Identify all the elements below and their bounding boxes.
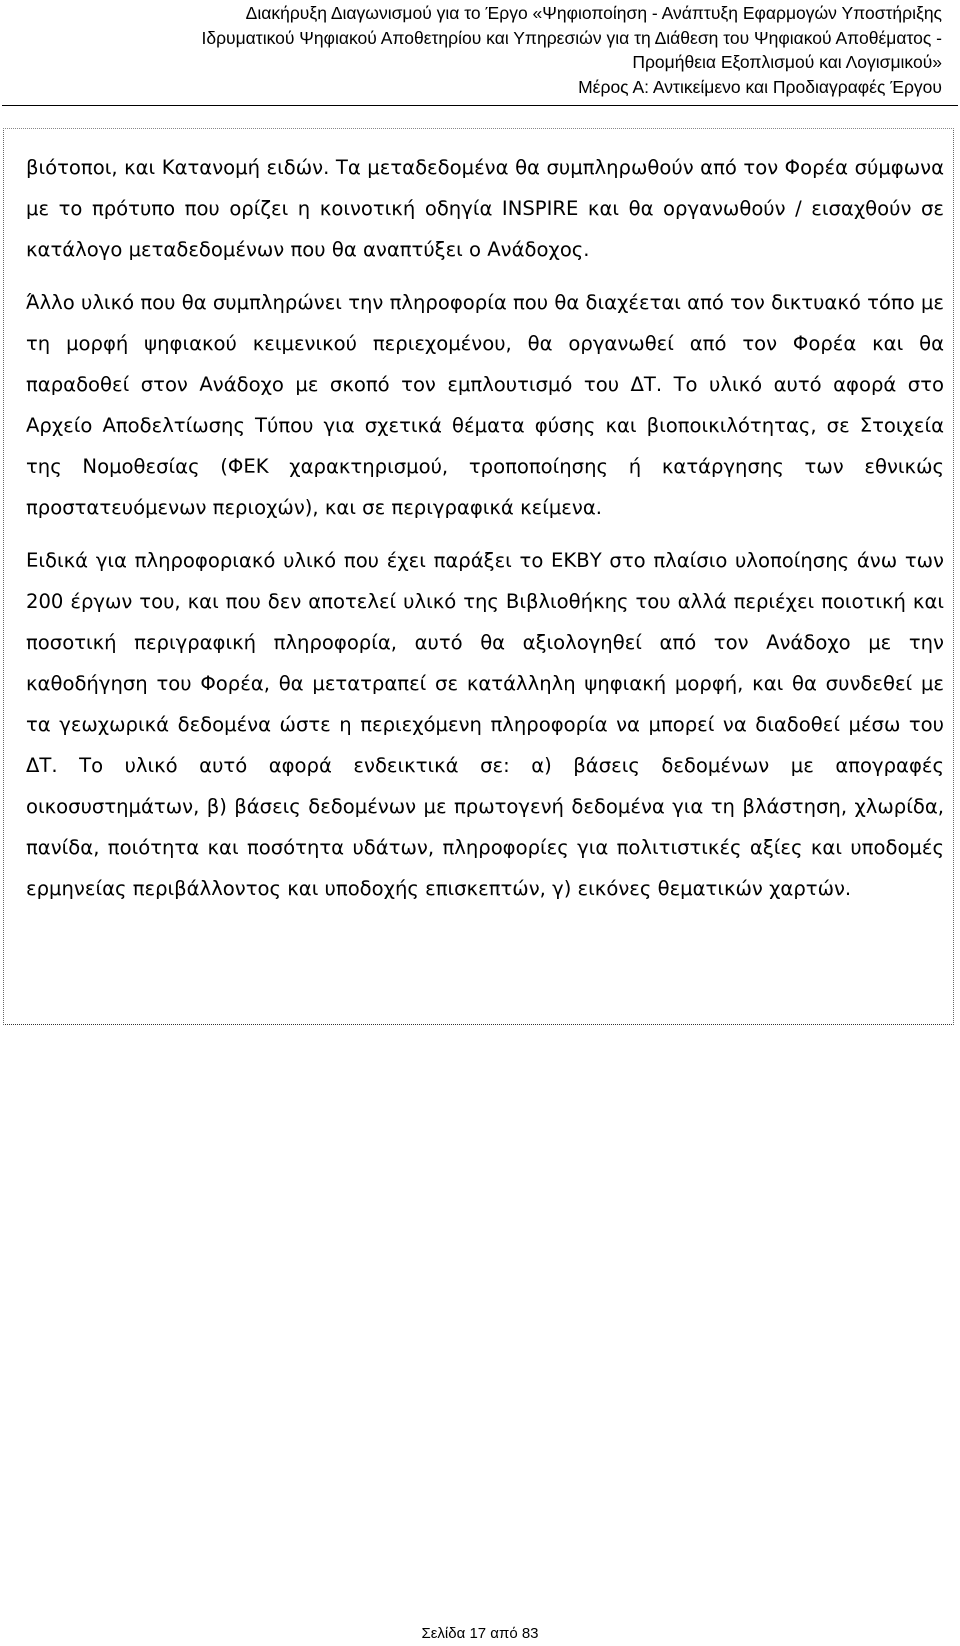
page-header: [42, 0, 942, 99]
paragraph-1: βιότοποι, και Κατανομή ειδών. Τα μεταδεδομένα θα συμπληρωθούν από τον Φορέα σύμφωνα με το πρότυπο που ορίζει η κοινοτική οδηγία INSPIRE και θα οργανωθούν / εισαχθούν σε κατάλογο μεταδεδομένων που θα αναπτύξει ο Ανάδοχος.: [26, 156, 944, 261]
header-section-line: Μέρος Α: Αντικείμενο και Προδιαγραφές Έργου: [578, 76, 942, 97]
header-title-line-1: Διακήρυξη Διαγωνισμού για το Έργο «Ψηφιοποίηση - Ανάπτυξη Εφαρμογών Υποστήριξης: [245, 3, 942, 23]
page-number: Σελίδα 17 από 83: [421, 1625, 539, 1642]
header-title-line-2: Ιδρυματικού Ψηφιακού Αποθετηρίου και Υπηρεσιών για τη Διάθεση του Ψηφιακού Αποθέματος -: [201, 27, 942, 48]
header-divider: [2, 105, 958, 106]
paragraph-3: Ειδικά για πληροφοριακό υλικό που έχει παράξει το ΕΚΒΥ στο πλαίσιο υλοποίησης άνω των 200 έργων του, και που δεν αποτελεί υλικό της Βιβλιοθήκης του αλλά περιέχει ποιοτική και ποσοτική περιγραφική πληροφορία, αυτό θα αξιολογηθεί από τον Ανάδοχο με την καθοδήγηση του Φορέα, θα μετατραπεί σε κατάλληλη ψηφιακή μορφή, και θα συνδεθεί με τα γεωχωρικά δεδομένα ώστε η περιεχόμενη πληροφορία να μπορεί να διαδοθεί μέσω του ΔΤ. Το υλικό αυτό αφορά ενδεικτικά σε: α) βάσεις δεδομένων με απογραφές οικοσυστημάτων, β) βάσεις δεδομένων με πρωτογενή δεδομένα για τη βλάστηση, χλωρίδα, πανίδα, ποιότητα και ποσότητα υδάτων, πληροφορίες για πολιτιστικές αξίες και υποδομές ερμηνείας περιβάλλοντος και υποδοχής επισκεπτών, γ) εικόνες θεματικών χαρτών.: [26, 549, 944, 900]
paragraph-2: Άλλο υλικό που θα συμπληρώνει την πληροφορία που θα διαχέεται από τον δικτυακό τόπο με τη μορφή ψηφιακού κειμενικού περιεχομένου, θα οργανωθεί από τον Φορέα και θα παραδοθεί στον Ανάδοχο με σκοπό τον εμπλουτισμό του ΔΤ. Το υλικό αυτό αφορά στο Αρχείο Αποδελτίωσης Τύπου για σχετικά θέματα φύσης και βιοποικιλότητας, σε Στοιχεία της Νομοθεσίας (ΦΕΚ χαρακτηρισμού, τροποποίησης ή κατάργησης των εθνικώς προστατευόμενων περιοχών), και σε περιγραφικά κείμενα.: [26, 291, 944, 519]
document-body: [26, 147, 944, 921]
header-title-line-3: Προμήθεια Εξοπλισμού και Λογισμικού»: [632, 52, 942, 72]
